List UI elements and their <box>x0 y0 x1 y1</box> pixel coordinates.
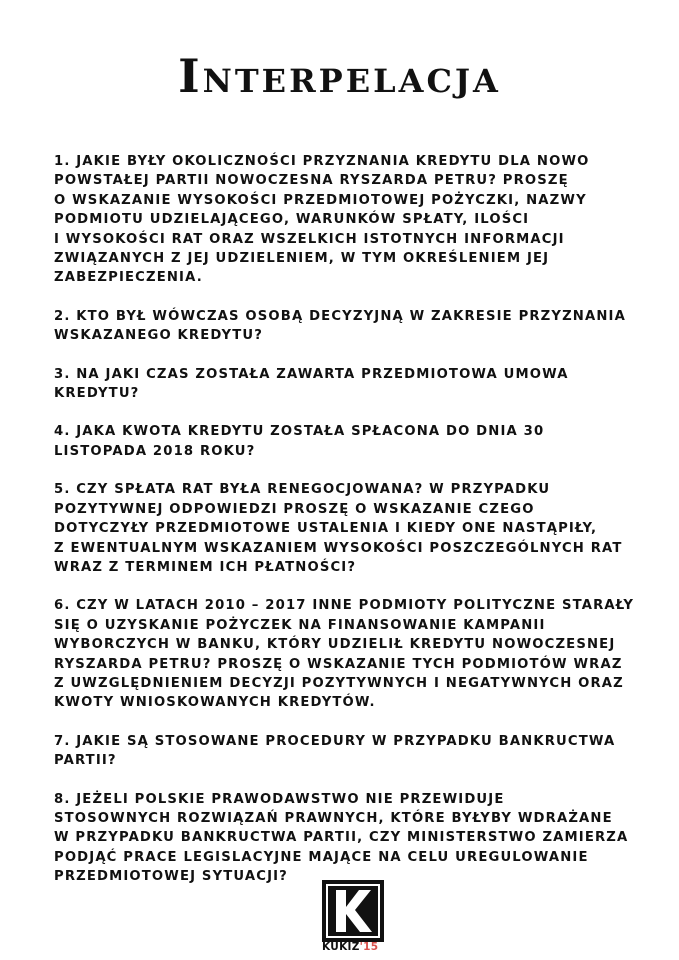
logo-year: '15 <box>359 941 379 953</box>
question-list <box>54 152 674 906</box>
question-4: 4. JAKA KWOTA KREDYTU ZOSTAŁA SPŁACONA DO DNIA 30 LISTOPADA 2018 ROKU? <box>54 424 545 459</box>
question-1: 1. JAKIE BYŁY OKOLICZNOŚCI PRZYZNANIA KREDYTU DLA NOWO POWSTAŁEJ PARTII NOWOCZESNA RYSZARDA PETRU? PROSZĘ O WSKAZANIE WYSOKOŚCI PRZEDMIOTOWEJ POŻYCZKI, NAZWY PODMIOTU UDZIELAJĄCEGO, WARUNKÓW SPŁATY, ILOŚCI I WYSOKOŚCI RAT ORAZ WSZELKICH ISTOTNYCH INFORMACJI ZWIĄZANYCH Z JEJ UDZIELENIEM, W TYM OKREŚLENIEM JEJ ZABEZPIECZENIA. <box>54 154 590 286</box>
logo-name: KUKIZ <box>322 941 360 953</box>
kukiz-logo <box>322 880 386 954</box>
page-title: Interpelacja <box>178 49 501 103</box>
question-2: 2. KTO BYŁ WÓWCZAS OSOBĄ DECYZYJNĄ W ZAKRESIE PRZYZNANIA WSKAZANEGO KREDYTU? <box>54 308 626 344</box>
question-3: 3. NA JAKI CZAS ZOSTAŁA ZAWARTA PRZEDMIOTOWA UMOWA KREDYTU? <box>54 366 569 402</box>
question-8: 8. JEŻELI POLSKIE PRAWODAWSTWO NIE PRZEWIDUJE STOSOWNYCH ROZWIĄZAŃ PRAWNYCH, KTÓRE BYŁYBY WDRAŻANE W PRZYPADKU BANKRUCTWA PARTII, CZY MINISTERSTWO ZAMIERZA PODJĄĆ PRACE LEGISLACYJNE MAJĄCE NA CELU UREGULOWANIE PRZEDMIOTOWEJ SYTUACJI? <box>54 791 629 885</box>
question-6: 6. CZY W LATACH 2010 – 2017 INNE PODMIOTY POLITYCZNE STARAŁY SIĘ O UZYSKANIE POŻYCZEK NA FINANSOWANIE KAMPANII WYBORCZYCH W BANKU, KTÓRY UDZIELIŁ KREDYTU NOWOCZESNEJ RYSZARDA PETRU? PROSZĘ O WSKAZANIE TYCH PODMIOTÓW WRAZ Z UWZGLĘDNIENIEM DECYZJI POZYTYWNYCH I NEGATYWNYCH ORAZ KWOTY WNIOSKOWANYCH KREDYTÓW. <box>54 598 635 711</box>
question-5: 5. CZY SPŁATA RAT BYŁA RENEGOCJOWANA? W PRZYPADKU POZYTYWNEJ ODPOWIEDZI PROSZĘ O WSKAZANIE CZEGO DOTYCZYŁY PRZEDMIOTOWE USTALENIA I KIEDY ONE NASTĄPIŁY, Z EWENTUALNYM WSKAZANIEM WYSOKOŚCI POSZCZEGÓLNYCH RAT WRAZ Z TERMINEM ICH PŁATNOŚCI? <box>54 482 623 575</box>
logo-text <box>322 940 392 954</box>
kukiz-k-logo-icon <box>322 880 384 942</box>
question-7: 7. JAKIE SĄ STOSOWANE PROCEDURY W PRZYPADKU BANKRUCTWA PARTII? <box>54 733 616 769</box>
